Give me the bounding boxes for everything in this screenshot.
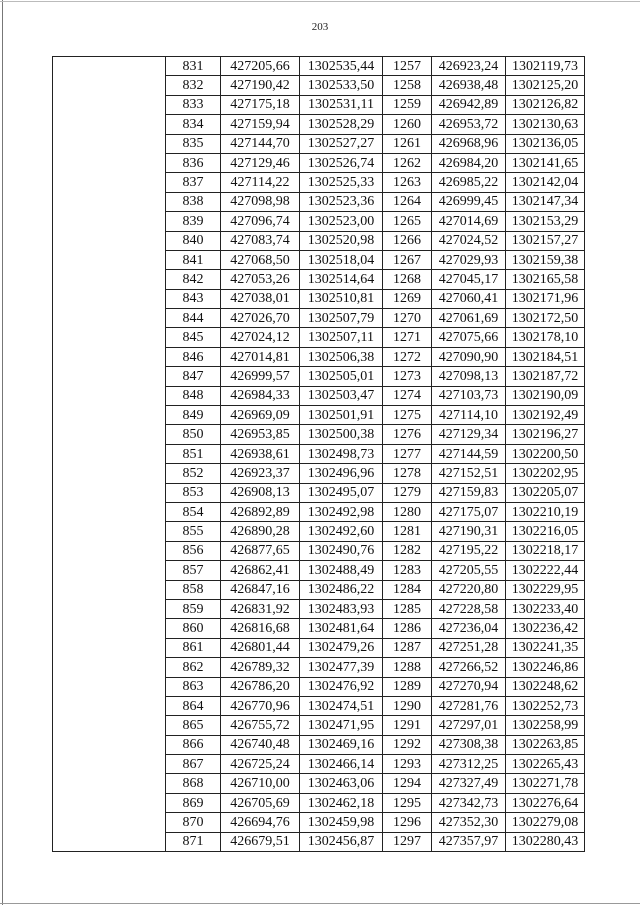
x-coordinate-cell: 426786,20 bbox=[221, 677, 300, 696]
y-coordinate-cell: 1302141,65 bbox=[506, 153, 585, 172]
x-coordinate-cell: 426969,09 bbox=[221, 406, 300, 425]
y-coordinate-cell: 1302192,49 bbox=[506, 406, 585, 425]
x-coordinate-cell: 426908,13 bbox=[221, 483, 300, 502]
y-coordinate-cell: 1302469,16 bbox=[300, 735, 383, 754]
coordinates-table bbox=[52, 56, 585, 852]
x-coordinate-cell: 427061,69 bbox=[432, 309, 506, 328]
table-row bbox=[53, 57, 585, 76]
point-number-cell: 868 bbox=[166, 774, 221, 793]
y-coordinate-cell: 1302456,87 bbox=[300, 832, 383, 851]
point-number-cell: 1257 bbox=[383, 57, 432, 76]
y-coordinate-cell: 1302165,58 bbox=[506, 270, 585, 289]
x-coordinate-cell: 426942,89 bbox=[432, 95, 506, 114]
y-coordinate-cell: 1302500,38 bbox=[300, 425, 383, 444]
x-coordinate-cell: 426725,24 bbox=[221, 755, 300, 774]
x-coordinate-cell: 427251,28 bbox=[432, 638, 506, 657]
point-number-cell: 1265 bbox=[383, 212, 432, 231]
point-number-cell: 832 bbox=[166, 76, 221, 95]
x-coordinate-cell: 427190,42 bbox=[221, 76, 300, 95]
y-coordinate-cell: 1302196,27 bbox=[506, 425, 585, 444]
y-coordinate-cell: 1302184,51 bbox=[506, 347, 585, 366]
y-coordinate-cell: 1302526,74 bbox=[300, 153, 383, 172]
y-coordinate-cell: 1302533,50 bbox=[300, 76, 383, 95]
x-coordinate-cell: 427129,34 bbox=[432, 425, 506, 444]
y-coordinate-cell: 1302495,07 bbox=[300, 483, 383, 502]
point-number-cell: 871 bbox=[166, 832, 221, 851]
y-coordinate-cell: 1302525,33 bbox=[300, 173, 383, 192]
point-number-cell: 853 bbox=[166, 483, 221, 502]
y-coordinate-cell: 1302265,43 bbox=[506, 755, 585, 774]
point-number-cell: 843 bbox=[166, 289, 221, 308]
y-coordinate-cell: 1302216,05 bbox=[506, 522, 585, 541]
x-coordinate-cell: 426892,89 bbox=[221, 502, 300, 521]
x-coordinate-cell: 427297,01 bbox=[432, 716, 506, 735]
point-number-cell: 860 bbox=[166, 619, 221, 638]
y-coordinate-cell: 1302280,43 bbox=[506, 832, 585, 851]
point-number-cell: 842 bbox=[166, 270, 221, 289]
point-number-cell: 865 bbox=[166, 716, 221, 735]
y-coordinate-cell: 1302471,95 bbox=[300, 716, 383, 735]
x-coordinate-cell: 426984,33 bbox=[221, 386, 300, 405]
point-number-cell: 1292 bbox=[383, 735, 432, 754]
x-coordinate-cell: 427024,12 bbox=[221, 328, 300, 347]
y-coordinate-cell: 1302510,81 bbox=[300, 289, 383, 308]
y-coordinate-cell: 1302463,06 bbox=[300, 774, 383, 793]
point-number-cell: 836 bbox=[166, 153, 221, 172]
x-coordinate-cell: 426801,44 bbox=[221, 638, 300, 657]
x-coordinate-cell: 426847,16 bbox=[221, 580, 300, 599]
y-coordinate-cell: 1302258,99 bbox=[506, 716, 585, 735]
y-coordinate-cell: 1302136,05 bbox=[506, 134, 585, 153]
y-coordinate-cell: 1302202,95 bbox=[506, 464, 585, 483]
y-coordinate-cell: 1302171,96 bbox=[506, 289, 585, 308]
x-coordinate-cell: 427096,74 bbox=[221, 212, 300, 231]
x-coordinate-cell: 427014,69 bbox=[432, 212, 506, 231]
y-coordinate-cell: 1302483,93 bbox=[300, 599, 383, 618]
point-number-cell: 1260 bbox=[383, 115, 432, 134]
y-coordinate-cell: 1302241,35 bbox=[506, 638, 585, 657]
point-number-cell: 847 bbox=[166, 367, 221, 386]
x-coordinate-cell: 426770,96 bbox=[221, 696, 300, 715]
x-coordinate-cell: 426999,45 bbox=[432, 192, 506, 211]
x-coordinate-cell: 427159,94 bbox=[221, 115, 300, 134]
point-number-cell: 1291 bbox=[383, 716, 432, 735]
point-number-cell: 848 bbox=[166, 386, 221, 405]
y-coordinate-cell: 1302523,36 bbox=[300, 192, 383, 211]
x-coordinate-cell: 426877,65 bbox=[221, 541, 300, 560]
y-coordinate-cell: 1302153,29 bbox=[506, 212, 585, 231]
point-number-cell: 864 bbox=[166, 696, 221, 715]
y-coordinate-cell: 1302205,07 bbox=[506, 483, 585, 502]
y-coordinate-cell: 1302229,95 bbox=[506, 580, 585, 599]
point-number-cell: 1273 bbox=[383, 367, 432, 386]
x-coordinate-cell: 427159,83 bbox=[432, 483, 506, 502]
x-coordinate-cell: 427114,10 bbox=[432, 406, 506, 425]
point-number-cell: 1271 bbox=[383, 328, 432, 347]
x-coordinate-cell: 427266,52 bbox=[432, 658, 506, 677]
y-coordinate-cell: 1302507,79 bbox=[300, 309, 383, 328]
point-number-cell: 1287 bbox=[383, 638, 432, 657]
y-coordinate-cell: 1302459,98 bbox=[300, 813, 383, 832]
x-coordinate-cell: 426890,28 bbox=[221, 522, 300, 541]
x-coordinate-cell: 426953,85 bbox=[221, 425, 300, 444]
y-coordinate-cell: 1302528,29 bbox=[300, 115, 383, 134]
y-coordinate-cell: 1302503,47 bbox=[300, 386, 383, 405]
y-coordinate-cell: 1302187,72 bbox=[506, 367, 585, 386]
y-coordinate-cell: 1302479,26 bbox=[300, 638, 383, 657]
scan-edge-bottom bbox=[0, 903, 640, 904]
y-coordinate-cell: 1302125,20 bbox=[506, 76, 585, 95]
x-coordinate-cell: 427026,70 bbox=[221, 309, 300, 328]
x-coordinate-cell: 426816,68 bbox=[221, 619, 300, 638]
x-coordinate-cell: 427357,97 bbox=[432, 832, 506, 851]
point-number-cell: 863 bbox=[166, 677, 221, 696]
point-number-cell: 1282 bbox=[383, 541, 432, 560]
x-coordinate-cell: 427195,22 bbox=[432, 541, 506, 560]
point-number-cell: 870 bbox=[166, 813, 221, 832]
y-coordinate-cell: 1302157,27 bbox=[506, 231, 585, 250]
x-coordinate-cell: 427144,70 bbox=[221, 134, 300, 153]
point-number-cell: 845 bbox=[166, 328, 221, 347]
y-coordinate-cell: 1302200,50 bbox=[506, 444, 585, 463]
x-coordinate-cell: 426938,48 bbox=[432, 76, 506, 95]
y-coordinate-cell: 1302498,73 bbox=[300, 444, 383, 463]
x-coordinate-cell: 427103,73 bbox=[432, 386, 506, 405]
y-coordinate-cell: 1302523,00 bbox=[300, 212, 383, 231]
point-number-cell: 1297 bbox=[383, 832, 432, 851]
point-number-cell: 1262 bbox=[383, 153, 432, 172]
point-number-cell: 849 bbox=[166, 406, 221, 425]
x-coordinate-cell: 427236,04 bbox=[432, 619, 506, 638]
y-coordinate-cell: 1302466,14 bbox=[300, 755, 383, 774]
x-coordinate-cell: 427068,50 bbox=[221, 250, 300, 269]
y-coordinate-cell: 1302218,17 bbox=[506, 541, 585, 560]
point-number-cell: 861 bbox=[166, 638, 221, 657]
point-number-cell: 851 bbox=[166, 444, 221, 463]
y-coordinate-cell: 1302501,91 bbox=[300, 406, 383, 425]
x-coordinate-cell: 427083,74 bbox=[221, 231, 300, 250]
point-number-cell: 1279 bbox=[383, 483, 432, 502]
point-number-cell: 1275 bbox=[383, 406, 432, 425]
x-coordinate-cell: 427205,55 bbox=[432, 561, 506, 580]
point-number-cell: 852 bbox=[166, 464, 221, 483]
point-number-cell: 840 bbox=[166, 231, 221, 250]
x-coordinate-cell: 426923,37 bbox=[221, 464, 300, 483]
y-coordinate-cell: 1302496,96 bbox=[300, 464, 383, 483]
x-coordinate-cell: 427045,17 bbox=[432, 270, 506, 289]
x-coordinate-cell: 426923,24 bbox=[432, 57, 506, 76]
scan-edge-top bbox=[0, 1, 640, 2]
point-number-cell: 838 bbox=[166, 192, 221, 211]
point-number-cell: 858 bbox=[166, 580, 221, 599]
point-number-cell: 1268 bbox=[383, 270, 432, 289]
point-number-cell: 869 bbox=[166, 793, 221, 812]
point-number-cell: 1276 bbox=[383, 425, 432, 444]
x-coordinate-cell: 426938,61 bbox=[221, 444, 300, 463]
point-number-cell: 1280 bbox=[383, 502, 432, 521]
x-coordinate-cell: 426755,72 bbox=[221, 716, 300, 735]
x-coordinate-cell: 427144,59 bbox=[432, 444, 506, 463]
point-number-cell: 837 bbox=[166, 173, 221, 192]
point-number-cell: 1266 bbox=[383, 231, 432, 250]
y-coordinate-cell: 1302486,22 bbox=[300, 580, 383, 599]
y-coordinate-cell: 1302252,73 bbox=[506, 696, 585, 715]
point-number-cell: 1281 bbox=[383, 522, 432, 541]
point-number-cell: 1283 bbox=[383, 561, 432, 580]
point-number-cell: 1277 bbox=[383, 444, 432, 463]
point-number-cell: 1293 bbox=[383, 755, 432, 774]
y-coordinate-cell: 1302514,64 bbox=[300, 270, 383, 289]
point-number-cell: 1296 bbox=[383, 813, 432, 832]
x-coordinate-cell: 426968,96 bbox=[432, 134, 506, 153]
y-coordinate-cell: 1302481,64 bbox=[300, 619, 383, 638]
scan-edge-left bbox=[2, 0, 3, 905]
y-coordinate-cell: 1302488,49 bbox=[300, 561, 383, 580]
y-coordinate-cell: 1302535,44 bbox=[300, 57, 383, 76]
x-coordinate-cell: 427190,31 bbox=[432, 522, 506, 541]
y-coordinate-cell: 1302520,98 bbox=[300, 231, 383, 250]
point-number-cell: 841 bbox=[166, 250, 221, 269]
y-coordinate-cell: 1302233,40 bbox=[506, 599, 585, 618]
x-coordinate-cell: 427014,81 bbox=[221, 347, 300, 366]
point-number-cell: 1286 bbox=[383, 619, 432, 638]
y-coordinate-cell: 1302506,38 bbox=[300, 347, 383, 366]
point-number-cell: 1267 bbox=[383, 250, 432, 269]
y-coordinate-cell: 1302462,18 bbox=[300, 793, 383, 812]
point-number-cell: 1259 bbox=[383, 95, 432, 114]
y-coordinate-cell: 1302492,60 bbox=[300, 522, 383, 541]
x-coordinate-cell: 427175,18 bbox=[221, 95, 300, 114]
point-number-cell: 1270 bbox=[383, 309, 432, 328]
y-coordinate-cell: 1302492,98 bbox=[300, 502, 383, 521]
point-number-cell: 867 bbox=[166, 755, 221, 774]
y-coordinate-cell: 1302518,04 bbox=[300, 250, 383, 269]
y-coordinate-cell: 1302210,19 bbox=[506, 502, 585, 521]
y-coordinate-cell: 1302279,08 bbox=[506, 813, 585, 832]
point-number-cell: 844 bbox=[166, 309, 221, 328]
point-number-cell: 1261 bbox=[383, 134, 432, 153]
x-coordinate-cell: 427029,93 bbox=[432, 250, 506, 269]
point-number-cell: 866 bbox=[166, 735, 221, 754]
point-number-cell: 835 bbox=[166, 134, 221, 153]
x-coordinate-cell: 427312,25 bbox=[432, 755, 506, 774]
y-coordinate-cell: 1302222,44 bbox=[506, 561, 585, 580]
y-coordinate-cell: 1302246,86 bbox=[506, 658, 585, 677]
x-coordinate-cell: 426694,76 bbox=[221, 813, 300, 832]
y-coordinate-cell: 1302172,50 bbox=[506, 309, 585, 328]
x-coordinate-cell: 426953,72 bbox=[432, 115, 506, 134]
point-number-cell: 831 bbox=[166, 57, 221, 76]
point-number-cell: 862 bbox=[166, 658, 221, 677]
point-number-cell: 855 bbox=[166, 522, 221, 541]
point-number-cell: 1264 bbox=[383, 192, 432, 211]
x-coordinate-cell: 427060,41 bbox=[432, 289, 506, 308]
y-coordinate-cell: 1302276,64 bbox=[506, 793, 585, 812]
y-coordinate-cell: 1302178,10 bbox=[506, 328, 585, 347]
x-coordinate-cell: 426710,00 bbox=[221, 774, 300, 793]
point-number-cell: 1274 bbox=[383, 386, 432, 405]
x-coordinate-cell: 426985,22 bbox=[432, 173, 506, 192]
x-coordinate-cell: 426789,32 bbox=[221, 658, 300, 677]
x-coordinate-cell: 426679,51 bbox=[221, 832, 300, 851]
x-coordinate-cell: 426999,57 bbox=[221, 367, 300, 386]
x-coordinate-cell: 427205,66 bbox=[221, 57, 300, 76]
point-number-cell: 833 bbox=[166, 95, 221, 114]
y-coordinate-cell: 1302477,39 bbox=[300, 658, 383, 677]
y-coordinate-cell: 1302507,11 bbox=[300, 328, 383, 347]
point-number-cell: 839 bbox=[166, 212, 221, 231]
y-coordinate-cell: 1302248,62 bbox=[506, 677, 585, 696]
y-coordinate-cell: 1302119,73 bbox=[506, 57, 585, 76]
point-number-cell: 1278 bbox=[383, 464, 432, 483]
page-number: 203 bbox=[311, 21, 329, 33]
y-coordinate-cell: 1302147,34 bbox=[506, 192, 585, 211]
x-coordinate-cell: 427053,26 bbox=[221, 270, 300, 289]
x-coordinate-cell: 426984,20 bbox=[432, 153, 506, 172]
x-coordinate-cell: 427270,94 bbox=[432, 677, 506, 696]
x-coordinate-cell: 427352,30 bbox=[432, 813, 506, 832]
point-number-cell: 1285 bbox=[383, 599, 432, 618]
x-coordinate-cell: 427098,98 bbox=[221, 192, 300, 211]
x-coordinate-cell: 426705,69 bbox=[221, 793, 300, 812]
point-number-cell: 856 bbox=[166, 541, 221, 560]
point-number-cell: 1284 bbox=[383, 580, 432, 599]
x-coordinate-cell: 427038,01 bbox=[221, 289, 300, 308]
point-number-cell: 859 bbox=[166, 599, 221, 618]
x-coordinate-cell: 427220,80 bbox=[432, 580, 506, 599]
x-coordinate-cell: 427075,66 bbox=[432, 328, 506, 347]
point-number-cell: 1295 bbox=[383, 793, 432, 812]
y-coordinate-cell: 1302531,11 bbox=[300, 95, 383, 114]
x-coordinate-cell: 426862,41 bbox=[221, 561, 300, 580]
point-number-cell: 1272 bbox=[383, 347, 432, 366]
x-coordinate-cell: 427327,49 bbox=[432, 774, 506, 793]
point-number-cell: 1269 bbox=[383, 289, 432, 308]
point-number-cell: 846 bbox=[166, 347, 221, 366]
x-coordinate-cell: 427308,38 bbox=[432, 735, 506, 754]
y-coordinate-cell: 1302130,63 bbox=[506, 115, 585, 134]
y-coordinate-cell: 1302236,42 bbox=[506, 619, 585, 638]
x-coordinate-cell: 427228,58 bbox=[432, 599, 506, 618]
coordinates-table-body bbox=[53, 57, 585, 852]
x-coordinate-cell: 427342,73 bbox=[432, 793, 506, 812]
x-coordinate-cell: 426831,92 bbox=[221, 599, 300, 618]
x-coordinate-cell: 427281,76 bbox=[432, 696, 506, 715]
x-coordinate-cell: 427129,46 bbox=[221, 153, 300, 172]
point-number-cell: 857 bbox=[166, 561, 221, 580]
y-coordinate-cell: 1302142,04 bbox=[506, 173, 585, 192]
x-coordinate-cell: 427152,51 bbox=[432, 464, 506, 483]
x-coordinate-cell: 426740,48 bbox=[221, 735, 300, 754]
y-coordinate-cell: 1302271,78 bbox=[506, 774, 585, 793]
x-coordinate-cell: 427090,90 bbox=[432, 347, 506, 366]
y-coordinate-cell: 1302505,01 bbox=[300, 367, 383, 386]
y-coordinate-cell: 1302190,09 bbox=[506, 386, 585, 405]
blank-object-column bbox=[53, 57, 166, 852]
x-coordinate-cell: 427024,52 bbox=[432, 231, 506, 250]
y-coordinate-cell: 1302263,85 bbox=[506, 735, 585, 754]
point-number-cell: 854 bbox=[166, 502, 221, 521]
y-coordinate-cell: 1302490,76 bbox=[300, 541, 383, 560]
y-coordinate-cell: 1302474,51 bbox=[300, 696, 383, 715]
y-coordinate-cell: 1302159,38 bbox=[506, 250, 585, 269]
y-coordinate-cell: 1302527,27 bbox=[300, 134, 383, 153]
point-number-cell: 1290 bbox=[383, 696, 432, 715]
point-number-cell: 1258 bbox=[383, 76, 432, 95]
point-number-cell: 1288 bbox=[383, 658, 432, 677]
point-number-cell: 850 bbox=[166, 425, 221, 444]
x-coordinate-cell: 427114,22 bbox=[221, 173, 300, 192]
point-number-cell: 1263 bbox=[383, 173, 432, 192]
x-coordinate-cell: 427098,13 bbox=[432, 367, 506, 386]
y-coordinate-cell: 1302126,82 bbox=[506, 95, 585, 114]
point-number-cell: 1294 bbox=[383, 774, 432, 793]
point-number-cell: 1289 bbox=[383, 677, 432, 696]
y-coordinate-cell: 1302476,92 bbox=[300, 677, 383, 696]
x-coordinate-cell: 427175,07 bbox=[432, 502, 506, 521]
point-number-cell: 834 bbox=[166, 115, 221, 134]
